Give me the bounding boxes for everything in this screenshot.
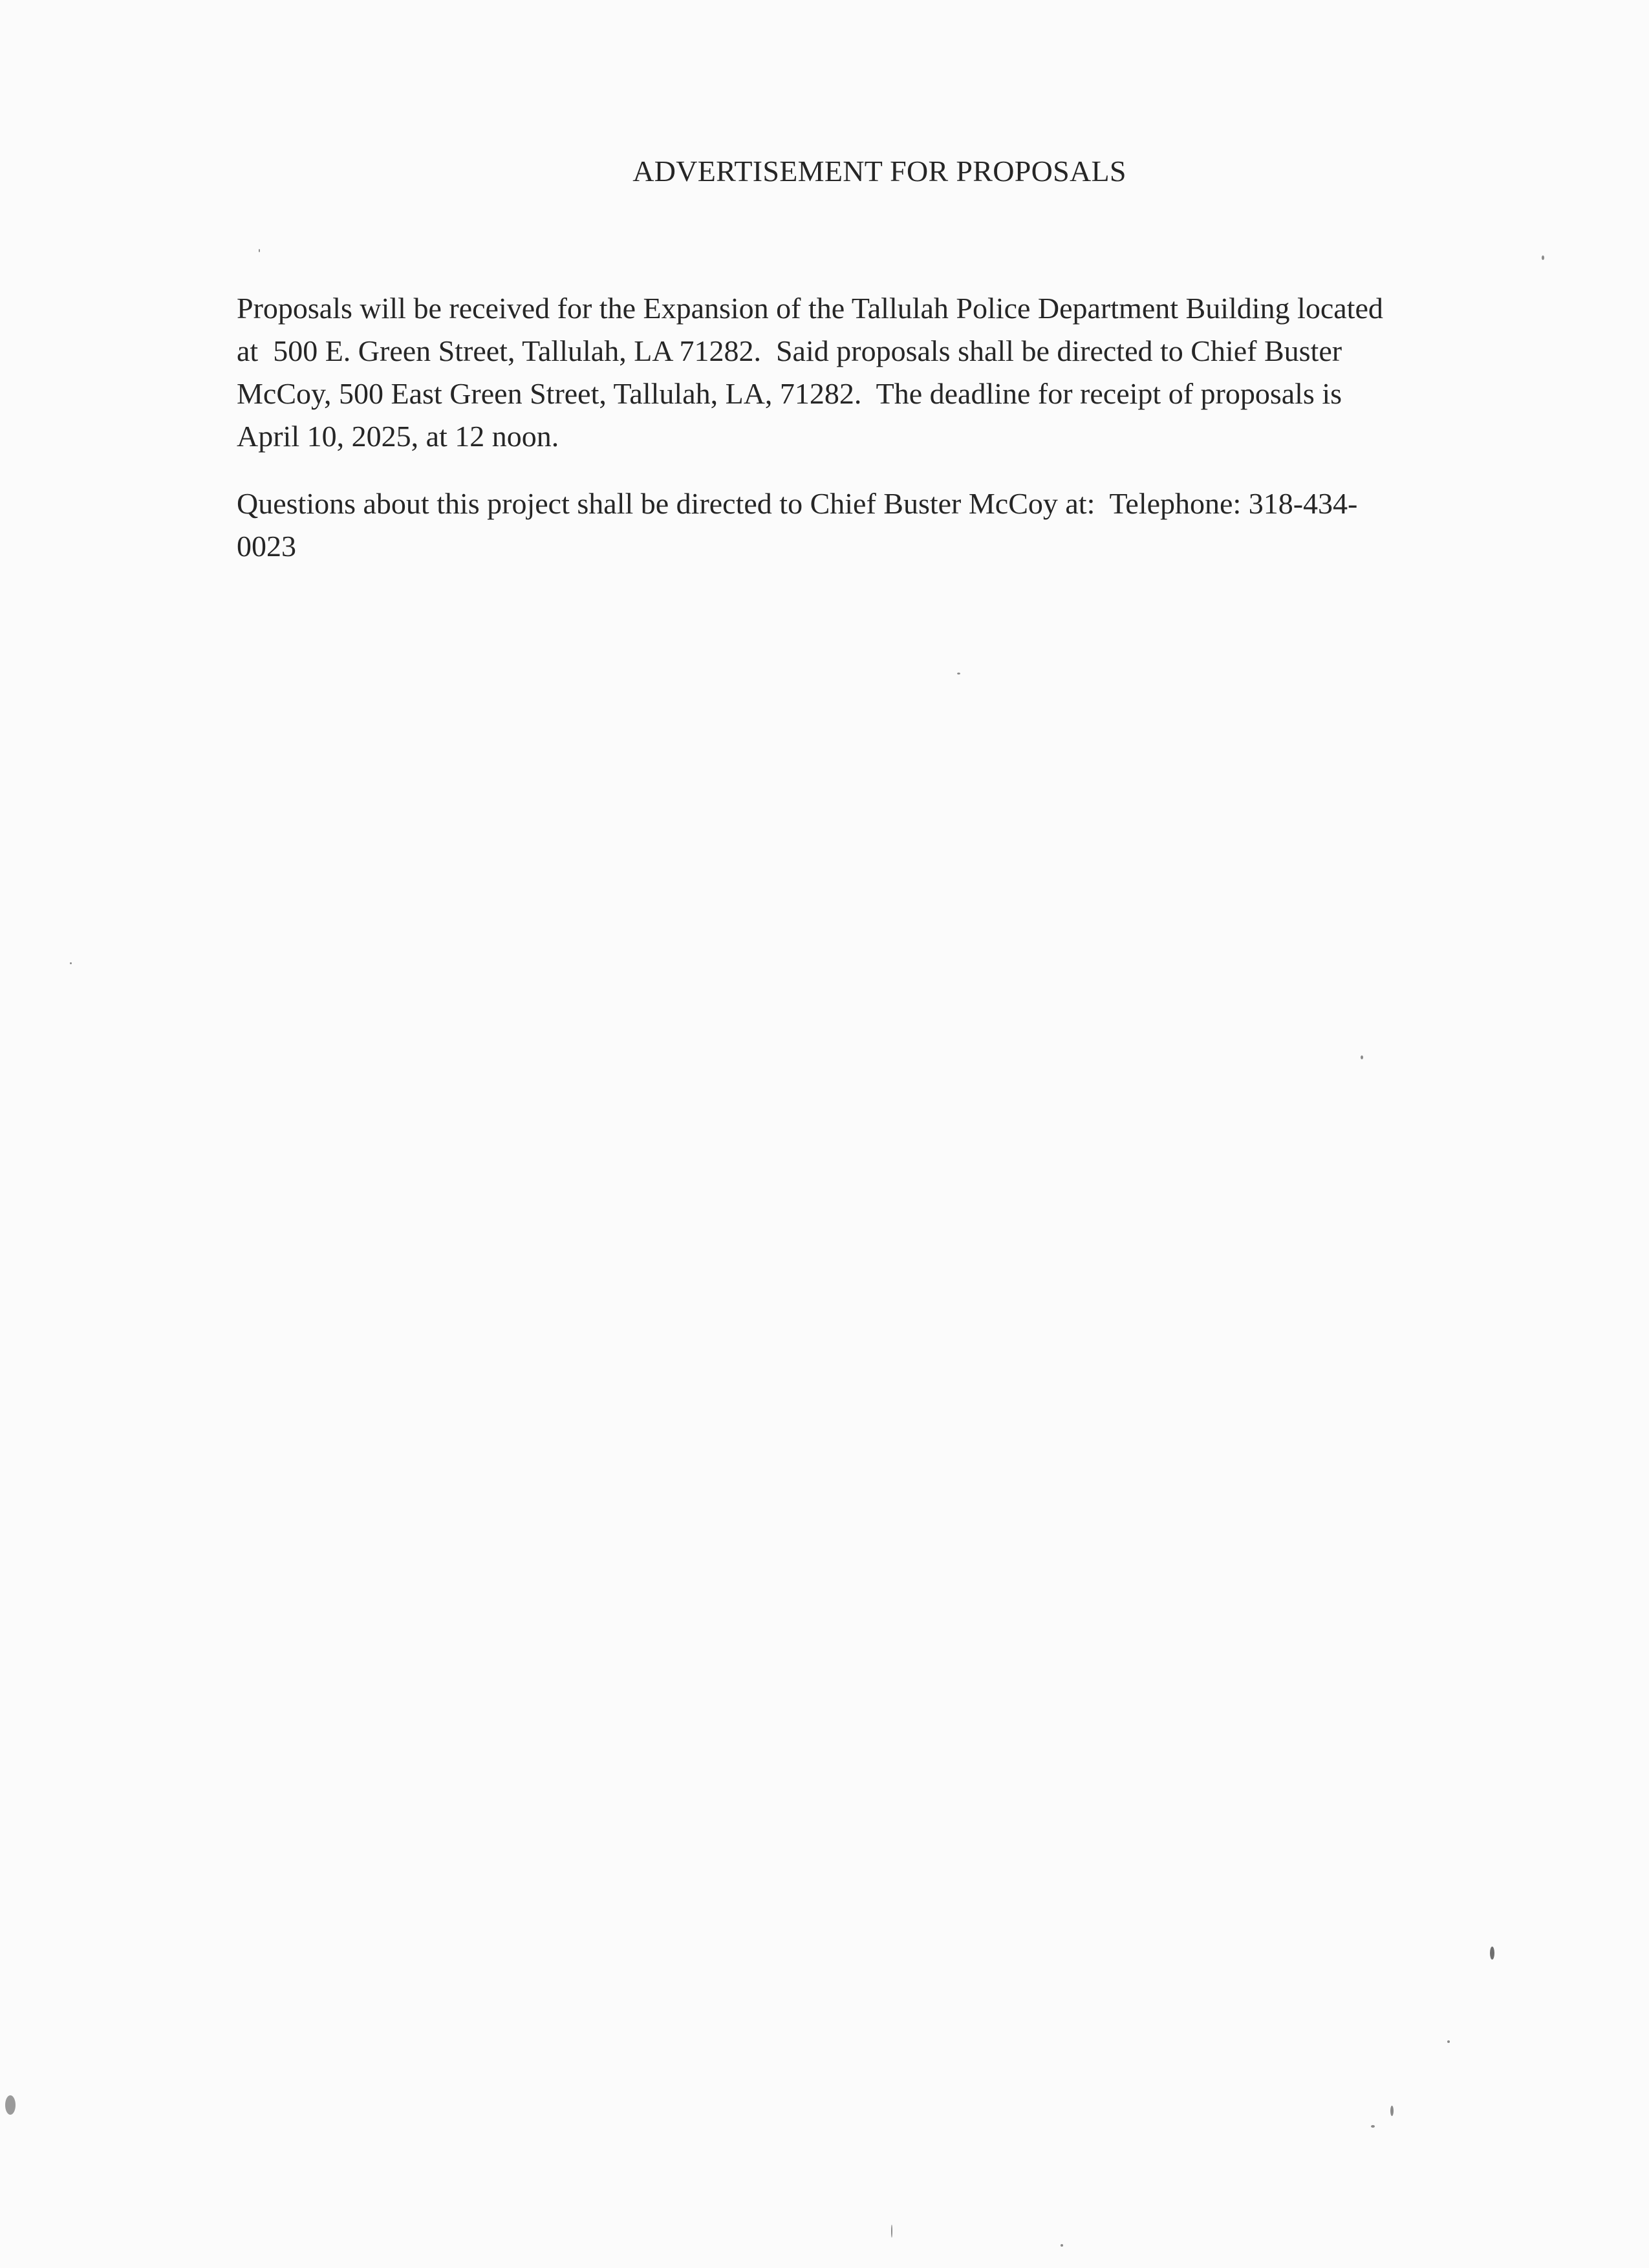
scan-speck — [1371, 2125, 1375, 2128]
scan-speck — [1490, 1947, 1494, 1960]
paragraph-line: McCoy, 500 East Green Street, Tallulah, LA, 71282. The deadline for receipt of proposals is — [237, 377, 1342, 410]
scan-speck — [957, 673, 960, 675]
scan-speck — [891, 2225, 892, 2238]
scan-speck — [1361, 1055, 1363, 1059]
paragraph-line: 0023 — [237, 530, 296, 563]
scan-speck — [1061, 2244, 1063, 2247]
scan-speck — [1447, 2040, 1450, 2043]
scan-speck — [70, 962, 72, 964]
paragraph-line: at 500 E. Green Street, Tallulah, LA 71282. Said proposals shall be directed to Chief Buster — [237, 334, 1342, 367]
paragraph-line: April 10, 2025, at 12 noon. — [237, 420, 559, 453]
scan-speck — [1542, 255, 1544, 260]
scan-speck — [1390, 2106, 1394, 2116]
paragraph-line: Questions about this project shall be directed to Chief Buster McCoy at: Telephone: 318-434- — [237, 487, 1358, 520]
document-title: ADVERTISEMENT FOR PROPOSALS — [632, 155, 1126, 188]
paragraph-line: Proposals will be received for the Expansion of the Tallulah Police Department Building located — [237, 292, 1383, 325]
scan-speck — [5, 2095, 16, 2115]
scan-speck — [259, 249, 260, 252]
